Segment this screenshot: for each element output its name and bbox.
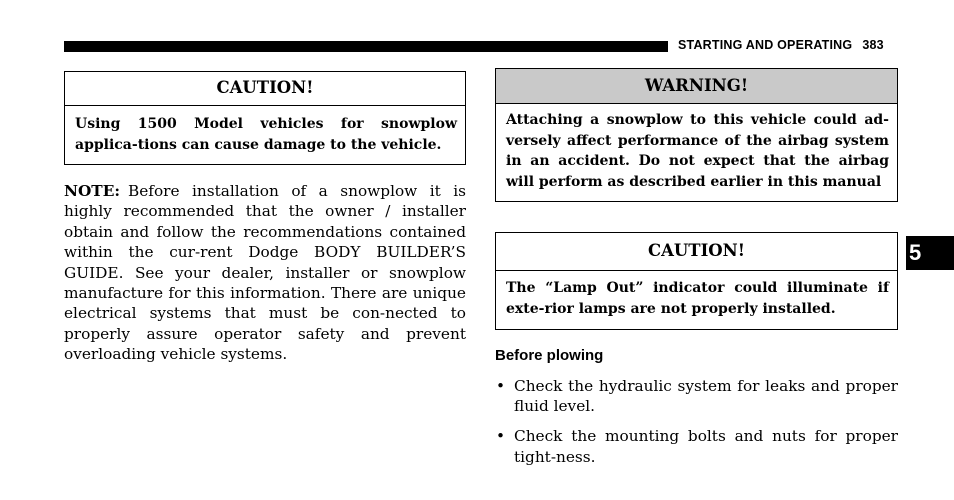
note-label: NOTE: xyxy=(64,182,120,200)
list-item xyxy=(495,376,898,417)
list-item xyxy=(495,426,898,467)
caution-title: CAUTION! xyxy=(65,72,465,106)
chapter-tab: 5 xyxy=(906,236,954,270)
warning-body: Attaching a snowplow to this vehicle could ad-versely affect performance of the airbag system in an accident. Do not expect that the airbag will perform as described earlier in this manual xyxy=(506,112,889,190)
caution-title: CAUTION! xyxy=(496,233,897,271)
running-header xyxy=(678,38,884,52)
bullet-icon: • xyxy=(496,377,506,395)
page-number: 383 xyxy=(862,38,884,52)
note-text: Before installation of a snowplow it is highly recommended that the owner / installer obtain and follow the recommendations contained within the cur-rent Dodge BODY BUILDER’S GUIDE. See your dealer, installer or snowplow manufacture for this information. There are unique electrical systems that must be con-nected to properly assure operator safety and prevent overloading vehicle systems. xyxy=(64,182,466,364)
caution-box-left xyxy=(64,71,466,165)
header-rule xyxy=(64,41,668,52)
before-plowing-heading: Before plowing xyxy=(495,347,604,364)
caution-box-right xyxy=(495,232,898,330)
caution-body: The “Lamp Out” indicator could illuminate if exte-rior lamps are not properly installed. xyxy=(506,280,889,317)
list-item-text: Check the mounting bolts and nuts for proper tight-ness. xyxy=(514,427,898,466)
caution-body: Using 1500 Model vehicles for snowplow applica-tions can cause damage to the vehicle. xyxy=(75,116,457,153)
section-title: STARTING AND OPERATING xyxy=(678,38,853,52)
list-item-text: Check the hydraulic system for leaks and proper fluid level. xyxy=(514,377,898,416)
warning-title: WARNING! xyxy=(496,69,897,104)
note-paragraph xyxy=(64,181,466,365)
warning-box xyxy=(495,68,898,202)
before-plowing-list xyxy=(495,376,898,477)
bullet-icon: • xyxy=(496,427,506,446)
